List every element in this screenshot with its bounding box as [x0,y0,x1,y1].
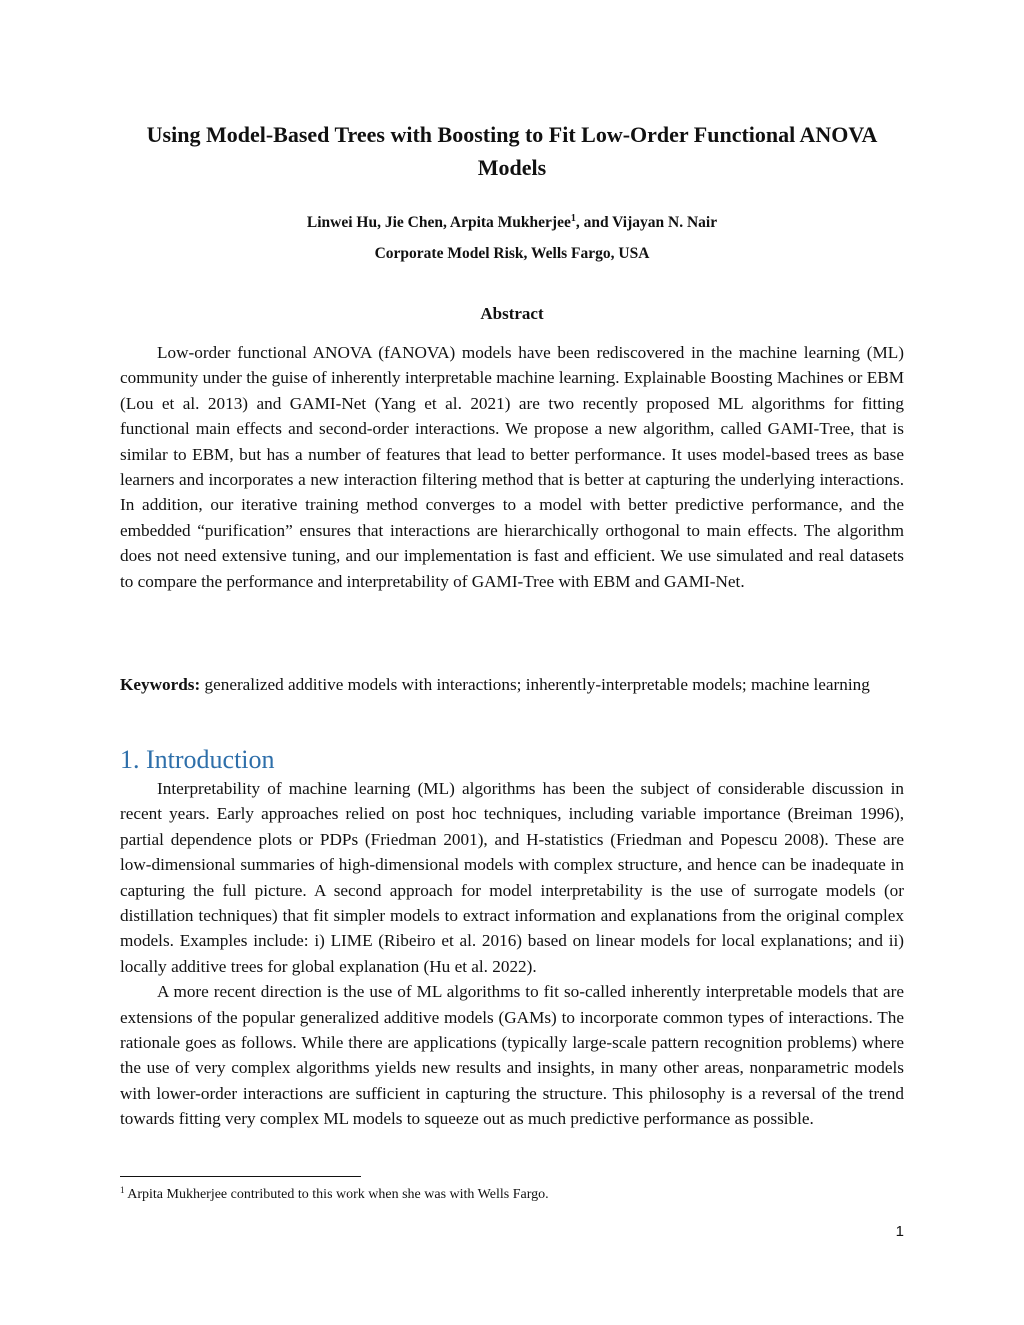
page-number: 1 [895,1223,904,1240]
abstract-text: Low-order functional ANOVA (fANOVA) models have been rediscovered in the machine learning (ML) community under the guise of inherently interpretable machine learning. Explainable Boosting Machines or EBM (Lou et al. 2013) and GAMI-Net (Yang et al. 2021) are two recently proposed ML algorithms for fitting functional main effects and second-order interactions. We propose a new algorithm, called GAMI-Tree, that is similar to EBM, but has a number of features that lead to better performance. It uses model-based trees as base learners and incorporates a new interaction filtering method that is better at capturing the underlying interactions. In addition, our iterative training method converges to a model with better predictive performance, and the embedded “purification” ensures that interactions are hierarchically orthogonal to main effects. The algorithm does not need extensive tuning, and our implementation is fast and efficient. We use simulated and real datasets to compare the performance and interpretability of GAMI-Tree with EBM and GAMI-Net. [120,343,904,591]
footnote [120,1185,904,1205]
keywords-text: generalized additive models with interactions; inherently-interpretable models; machine learning [200,675,870,694]
intro-paragraph-1: Interpretability of machine learning (ML) algorithms has been the subject of considerable discussion in recent years. Early approaches relied on post hoc techniques, including variable importance (Breiman 1996), partial dependence plots or PDPs (Friedman 2001), and H-statistics (Friedman and Popescu 2008). These are low-dimensional summaries of high-dimensional models with complex structure, and hence can be inadequate in capturing the full picture. A second approach for model interpretability is the use of surrogate models (or distillation techniques) that fit simpler models to extract information and explanations from the original complex models. Examples include: i) LIME (Ribeiro et al. 2016) based on linear models for local explanations; and ii) locally additive trees for global explanation (Hu et al. 2022). [120,779,904,976]
paper-title: Using Model-Based Trees with Boosting to Fit Low-Order Functional ANOVA Models [146,122,878,180]
author-footnote-mark: 1 [570,212,576,224]
intro-paragraph-2: A more recent direction is the use of ML algorithms to fit so-called inherently interpretable models that are extensions of the popular generalized additive models (GAMs) to incorporate common types of interactions. The rationale goes as follows. While there are applications (typically large-scale pattern recognition problems) where the use of very complex algorithms yields new results and insights, in many other areas, nonparametric models with lower-order interactions are sufficient in capturing the structure. This philosophy is a reversal of the trend towards fitting very complex ML models to squeeze out as much predictive performance as possible. [120,982,904,1129]
introduction-body [120,776,904,1132]
affiliation: Corporate Model Risk, Wells Fargo, USA [374,245,650,262]
abstract-heading: Abstract [480,304,544,323]
author-list [120,212,904,234]
keywords-label: Keywords: [120,675,201,694]
section-heading-introduction: 1. Introduction [120,745,275,774]
authors-part-2: , and Vijayan N. Nair [575,214,718,231]
footnote-mark: 1 [120,1185,125,1195]
keywords [120,672,904,697]
authors-part-1: Linwei Hu, Jie Chen, Arpita Mukherjee [306,214,571,231]
footnote-text: Arpita Mukherjee contributed to this work when she was with Wells Fargo. [124,1187,549,1202]
footnote-divider [120,1176,361,1177]
